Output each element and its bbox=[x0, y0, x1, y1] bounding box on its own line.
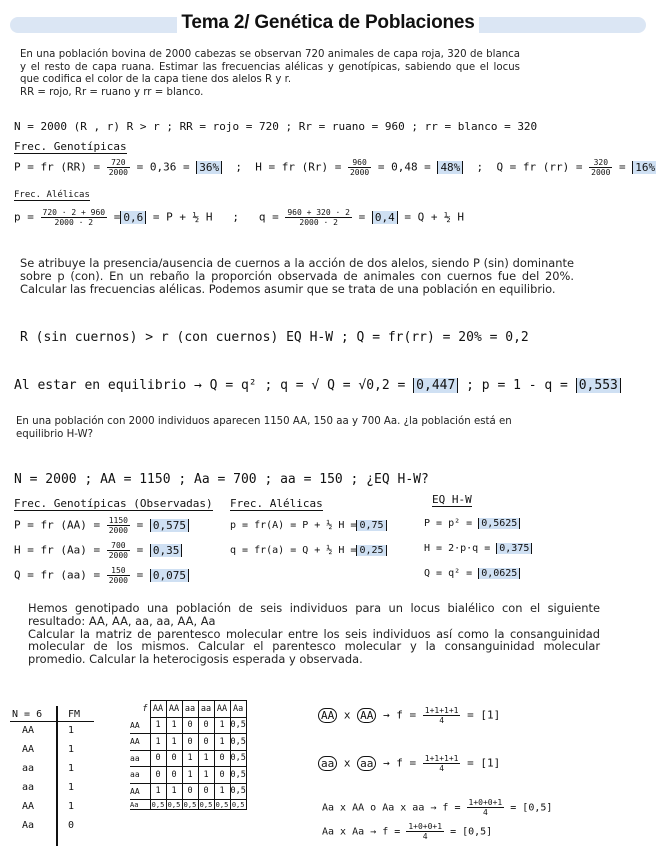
p3-data-line: N = 2000 ; AA = 1150 ; Aa = 700 ; aa = 150 ; ¿EQ H-W? bbox=[14, 472, 429, 487]
p3-H-line: H = fr (Aa) = $\frac{700}{2000}$ = 0,35 bbox=[14, 541, 182, 560]
problem2-statement: Se atribuye la presencia/ausencia de cuernos a la acción de dos alelos, siendo P (sin) dominante sobre p (con). En un rebaño la proporción observada de animales con cuernos fue del 20%. Calcular las frecuencias alélicas. Podemos asumir que se trata de una población en equilibrio. bbox=[20, 256, 574, 296]
p3-alel-label: Frec. Alélicas bbox=[230, 497, 323, 510]
p4-rule3: Aa x AA o Aa x aa → f = $\frac{1+0+0+1}{4}$ = [0,5] bbox=[322, 798, 553, 817]
p3-qa-line: q = fr(a) = Q + ½ H = 0,25 bbox=[230, 545, 387, 556]
p3-Q-line: Q = fr (aa) = $\frac{150}{2000}$ = 0,075 bbox=[14, 566, 189, 585]
fm-table: N = 6 FM AA 1 AA 1 aa 1 aa 1 AA 1 Aa 0 bbox=[10, 706, 94, 836]
matrix-row: aa 0 0 1 1 0 0,5 bbox=[130, 767, 246, 784]
p1-P-result: 36% bbox=[196, 161, 222, 174]
page-title: Tema 2/ Genética de Poblaciones bbox=[0, 12, 656, 34]
p4-rule1: AA x AA → f = $\frac{1+1+1+1}{4}$ = [1] bbox=[318, 706, 500, 725]
p3-P-line: P = fr (AA) = $\frac{1150}{2000}$ = 0,575 bbox=[14, 516, 189, 535]
p3-eP-line: P = p² = 0,5625 bbox=[424, 518, 520, 529]
matrix-row: AA 1 1 0 0 1 0,5 bbox=[130, 717, 246, 734]
problem1-statement: En una población bovina de 2000 cabezas se observan 720 animales de capa roja, 320 de blanca y el resto de capa ruana. Estimar las frecuencias alélicas y genotípicas, sabiendo que el locus que codifica el color de la capa tiene dos alelos R y r. RR = rojo, Rr = ruano y rr = blanco. bbox=[20, 49, 520, 98]
problem3-statement: En una población con 2000 individuos aparecen 1150 AA, 150 aa y 700 Aa. ¿la población está en equilibrio H-W? bbox=[16, 416, 512, 440]
matrix-row: Aa 0,5 0,5 0,5 0,5 0,5 0,5 bbox=[130, 800, 245, 809]
p1-genot-line: P = fr (RR) = $\frac{720}{2000}$ = 0,36 = 36% ; H = fr (Rr) = $\frac{960}{2000}$ = 0,48 = 48% ; Q = fr (rr) = $\frac{320}{2000}$ = 16% bbox=[14, 158, 656, 177]
p1-H-result: 48% bbox=[437, 161, 463, 174]
matrix-row: aa 0 0 1 1 0 0,5 bbox=[130, 750, 246, 767]
p1-p-result: 0,6 bbox=[120, 211, 146, 224]
p1-q-result: 0,4 bbox=[372, 211, 398, 224]
p1-alel-line: p = $\frac{720 \cdot 2 + 960}{2000 \cdot 2}$ = 0,6 = P + ½ H ; q = $\frac{960 + 320 \cdot 2}{2000 \cdot 2}$ = 0,4 = Q + ½ H bbox=[14, 208, 464, 227]
p1-data-line: N = 2000 (R , r) R > r ; RR = rojo = 720 ; Rr = ruano = 960 ; rr = blanco = 320 bbox=[14, 120, 538, 133]
p3-pa-line: p = fr(A) = P + ½ H = 0,75 bbox=[230, 520, 387, 531]
problem4-statement: Hemos genotipado una población de seis individuos para un locus bialélico con el siguiente resultado: AA, AA, aa, aa, AA, Aa Calcular la matriz de parentesco molecular entre los seis individuos así como la consanguinidad molecular de los mismos. Calcular el parentesco molecular y la consanguinidad molecular promedio. Calcular la heterocigosis esperada y observada. bbox=[28, 601, 600, 667]
p1-Q-result: 16% bbox=[632, 161, 656, 174]
p3-obs-label: Frec. Genotípicas (Observadas) bbox=[14, 497, 213, 510]
p1-genot-label: Frec. Genotípicas bbox=[14, 140, 127, 153]
p1-alel-label: Frec. Alélicas bbox=[14, 190, 90, 200]
p2-line2: Al estar en equilibrio → Q = q² ; q = √ Q = √0,2 = 0,447 ; p = 1 - q = 0,553 bbox=[14, 378, 621, 393]
p4-rule4: Aa x Aa → f = $\frac{1+0+0+1}{4}$ = [0,5] bbox=[322, 822, 493, 841]
p3-eq-label: EQ H-W bbox=[432, 493, 472, 506]
p2-q-result: 0,447 bbox=[413, 378, 458, 393]
p2-line1: R (sin cuernos) > r (con cuernos) EQ H-W ; Q = fr(rr) = 20% = 0,2 bbox=[20, 330, 529, 345]
p3-eQ-line: Q = q² = 0,0625 bbox=[424, 568, 520, 579]
p3-eH-line: H = 2·p·q = 0,375 bbox=[424, 543, 532, 554]
matrix-row: AA 1 1 0 0 1 0,5 bbox=[130, 734, 246, 751]
p2-p-result: 0,553 bbox=[576, 378, 621, 393]
matrix-row: AA 1 1 0 0 1 0,5 bbox=[130, 783, 246, 800]
kinship-matrix: f AA AA aa aa AA Aa AA 1 1 0 0 1 0,5 AA 1 1 0 0 1 0,5 aa 0 0 1 1 0 0,5 aa 0 0 1 1 0 0,5 AA 1 1 0 0 1 0,5 Aa 0,5 0,5 0,5 0,5 0,5 0,5 bbox=[130, 700, 247, 810]
p4-rule2: aa x aa → f = $\frac{1+1+1+1}{4}$ = [1] bbox=[318, 754, 500, 773]
